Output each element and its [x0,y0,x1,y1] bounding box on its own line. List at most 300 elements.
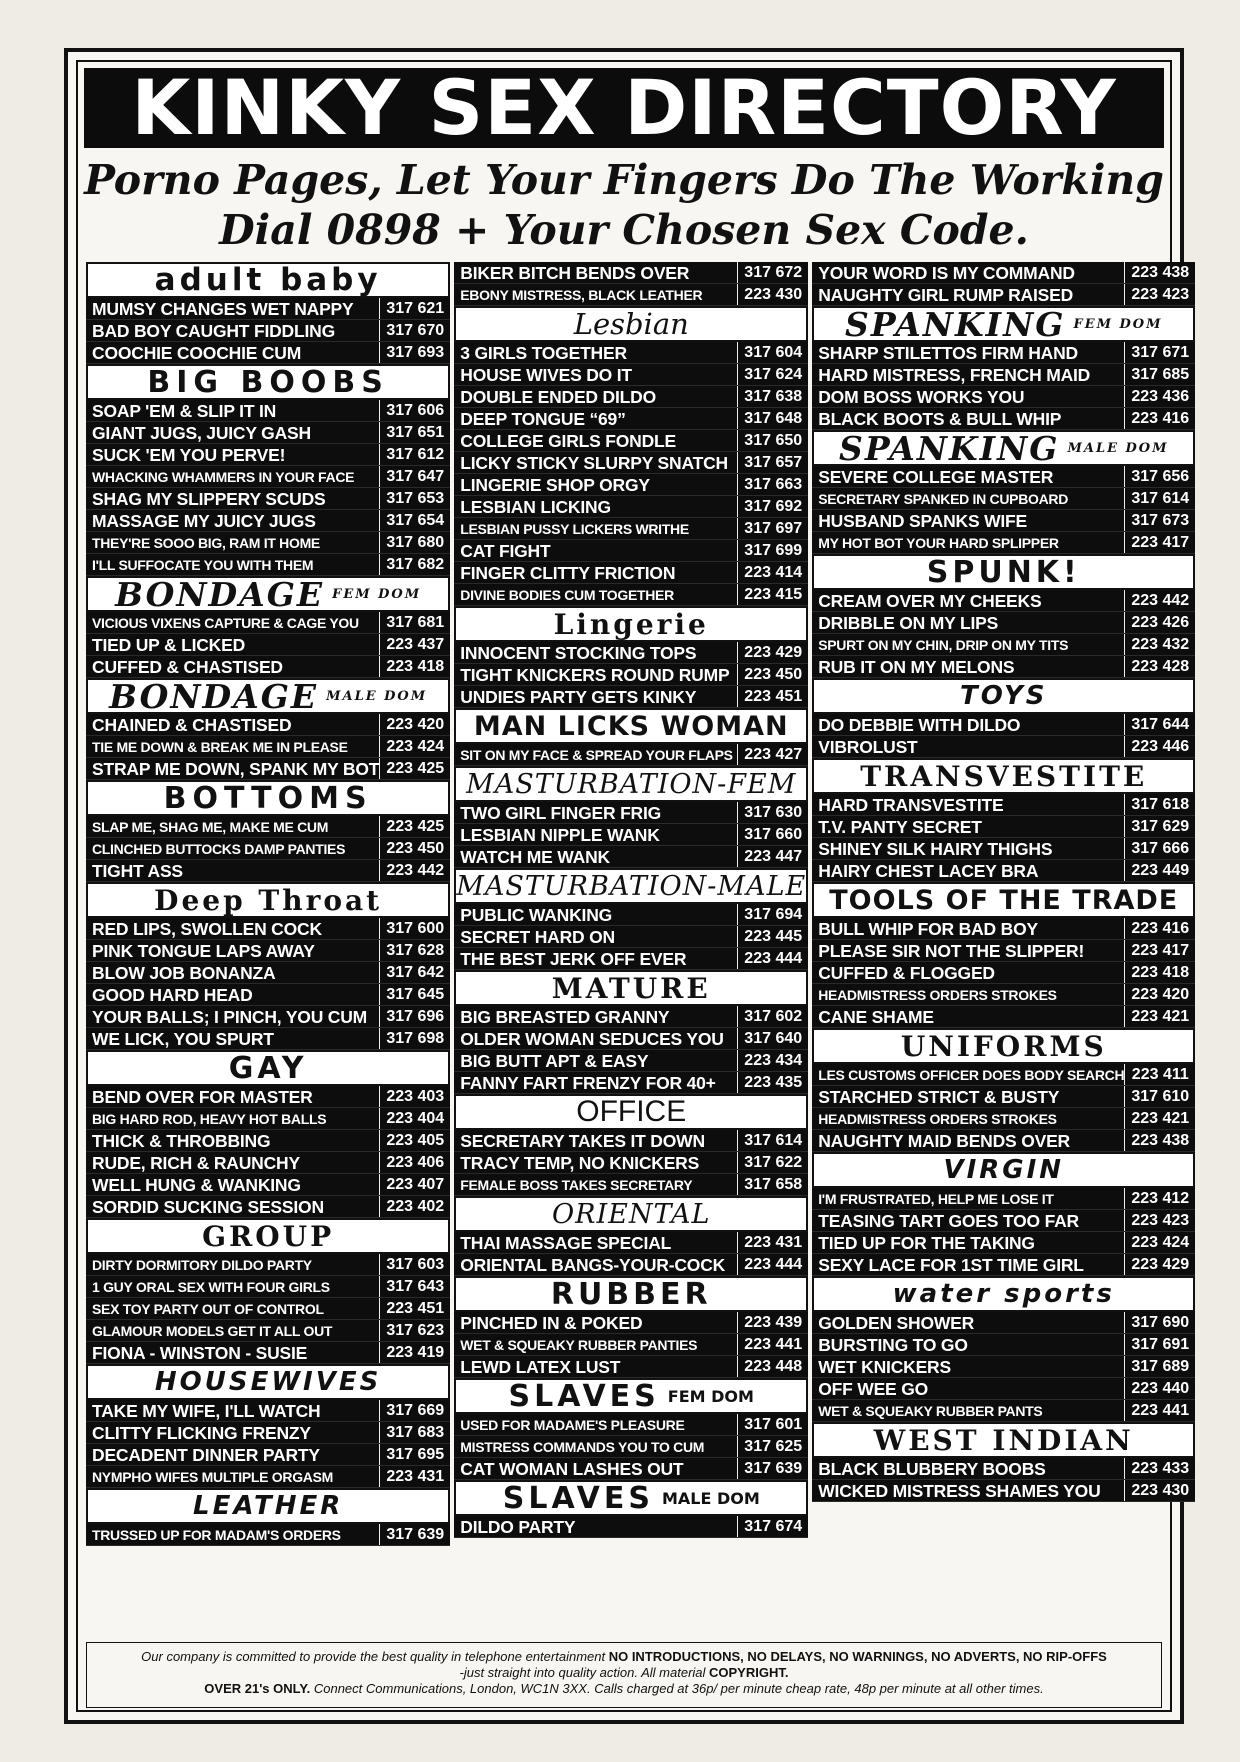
footer-text: Connect Communications, London, WC1N 3XX. Calls charged at 36p/ per minute cheap rate, 48p per minute at all other times. [310,1681,1044,1696]
section-heading [454,766,808,802]
listing-name: STARCHED STRICT & BUSTY [812,1086,1125,1107]
listing-name: DRIBBLE ON MY LIPS [812,612,1125,633]
listing-row [86,1108,450,1130]
directory-frame [64,48,1190,1724]
section-heading [86,1488,450,1524]
footer-line-3 [87,1681,1161,1697]
listing-code: 223 435 [744,1074,803,1091]
section-heading [812,1028,1195,1064]
section-heading [86,1364,450,1400]
listing-code: 223 417 [1131,942,1190,959]
listing-code: 223 451 [744,688,803,705]
listing-name: WE LICK, YOU SPURT [86,1028,380,1049]
listing-code: 317 604 [744,344,803,361]
listing-code: 317 672 [744,264,803,281]
listing-name: TRACY TEMP, NO KNICKERS [454,1152,738,1173]
listing-name: SPURT ON MY CHIN, DRIP ON MY TITS [812,634,1125,655]
listing-row [812,612,1195,634]
listing-row [86,612,450,634]
directory-column [454,262,808,1632]
listing-row [86,510,450,532]
listing-code: 223 405 [386,1132,445,1149]
listing-name: RUDE, RICH & RAUNCHY [86,1152,380,1173]
listing-code: 317 685 [1131,366,1190,383]
listing-code: 223 430 [744,286,803,303]
listing-code: 223 416 [1131,410,1190,427]
listing-name: TAKE MY WIFE, I'LL WATCH [86,1400,380,1421]
listing-row [454,562,808,584]
listing-code: 317 644 [1131,716,1190,733]
listing-code: 317 610 [1131,1088,1190,1105]
listing-name: FANNY FART FRENZY FOR 40+ [454,1072,738,1093]
listing-code: 317 699 [744,542,803,559]
listing-name: T.V. PANTY SECRET [812,816,1125,837]
listing-code: 317 638 [744,388,803,405]
listing-name: SIT ON MY FACE & SPREAD YOUR FLAPS [454,744,738,765]
listing-name: SECRETARY TAKES IT DOWN [454,1130,738,1151]
listing-name: WET & SQUEAKY RUBBER PANTS [812,1400,1125,1421]
listing-row [454,904,808,926]
section-heading [86,882,450,918]
section-heading-text: Lingerie [553,607,709,641]
listing-row [454,540,808,562]
listing-code: 223 425 [386,818,445,835]
listing-name: SHAG MY SLIPPERY SCUDS [86,488,380,509]
section-heading-text: UNIFORMS [900,1029,1107,1063]
listing-code: 317 671 [1131,344,1190,361]
section-heading [86,1218,450,1254]
listing-name: BIKER BITCH BENDS OVER [454,262,738,283]
listing-name: SUCK 'EM YOU PERVE! [86,444,380,465]
listing-name: TIGHT ASS [86,860,380,881]
section-heading-text: SPANKING [838,430,1060,466]
listing-row [86,838,450,860]
listing-row [812,984,1195,1006]
listing-name: INNOCENT STOCKING TOPS [454,642,738,663]
listing-row [86,342,450,364]
listing-row [86,1196,450,1218]
listing-code: 223 431 [386,1468,445,1485]
listing-name: CAT WOMAN LASHES OUT [454,1458,738,1479]
listing-row [86,1152,450,1174]
listing-code: 317 651 [386,424,445,441]
footer-notice [86,1642,1162,1708]
listing-row [454,1414,808,1436]
listing-row [454,518,808,540]
listing-row [454,1152,808,1174]
section-heading-text: GAY [228,1050,308,1086]
listing-name: LESBIAN PUSSY LICKERS WRITHE [454,518,738,539]
listing-row [86,962,450,984]
listing-name: THEY'RE SOOO BIG, RAM IT HOME [86,532,380,553]
listing-code: 223 449 [1131,862,1190,879]
listing-name: DIRTY DORMITORY DILDO PARTY [86,1254,380,1275]
section-heading-text: BONDAGE [115,576,325,612]
listing-row [454,1334,808,1356]
listing-row [86,400,450,422]
listing-name: GLAMOUR MODELS GET IT ALL OUT [86,1320,380,1341]
listing-name: SORDID SUCKING SESSION [86,1196,380,1217]
listing-code: 223 446 [1131,738,1190,755]
listing-code: 317 666 [1131,840,1190,857]
listing-row [86,1422,450,1444]
section-heading [86,576,450,612]
listing-code: 317 690 [1131,1314,1190,1331]
listing-name: CUFFED & FLOGGED [812,962,1125,983]
listing-name: BLACK BOOTS & BULL WHIP [812,408,1125,429]
listing-row [812,342,1195,364]
listing-code: 223 432 [1131,636,1190,653]
listing-name: GOOD HARD HEAD [86,984,380,1005]
listing-row [454,926,808,948]
listing-name: LES CUSTOMS OFFICER DOES BODY SEARCH [812,1064,1125,1085]
listing-code: 317 681 [386,614,445,631]
listing-row [86,1174,450,1196]
listing-code: 223 406 [386,1154,445,1171]
listing-code: 317 682 [386,556,445,573]
listing-row [86,1342,450,1364]
section-heading-tag: MALE DOM [1067,440,1169,456]
listing-name: TIED UP & LICKED [86,634,380,655]
listing-row [86,422,450,444]
listing-row [812,1232,1195,1254]
listing-name: HOUSE WIVES DO IT [454,364,738,385]
section-heading-text: WEST INDIAN [873,1423,1134,1457]
listing-row [812,1356,1195,1378]
listing-name: THAI MASSAGE SPECIAL [454,1232,738,1253]
listing-code: 223 439 [744,1314,803,1331]
listing-name: LESBIAN LICKING [454,496,738,517]
section-heading-tag: MALE DOM [661,1488,760,1508]
listing-code: 223 451 [386,1300,445,1317]
section-heading-text: OFFICE [576,1095,687,1128]
listing-code: 223 436 [1131,388,1190,405]
listing-name: DILDO PARTY [454,1516,738,1537]
listing-code: 223 444 [744,1256,803,1273]
listing-row [812,1086,1195,1108]
listing-row [812,1480,1195,1502]
listing-name: CAT FIGHT [454,540,738,561]
directory-column [812,262,1195,1632]
listing-row [812,1188,1195,1210]
listing-name: WHACKING WHAMMERS IN YOUR FACE [86,466,380,487]
listing-name: SLAP ME, SHAG ME, MAKE ME CUM [86,816,380,837]
listing-name: EBONY MISTRESS, BLACK LEATHER [454,284,738,305]
listing-name: THE BEST JERK OFF EVER [454,948,738,969]
section-heading-text: LEATHER [193,1491,344,1521]
listing-code: 317 628 [386,942,445,959]
footer-text: Our company is committed to provide the best quality in telephone entertainment [141,1649,609,1664]
listing-code: 317 643 [386,1278,445,1295]
listing-code: 223 444 [744,950,803,967]
listing-name: NYMPHO WIFES MULTIPLE ORGASM [86,1466,380,1487]
listing-name: VICIOUS VIXENS CAPTURE & CAGE YOU [86,612,380,633]
listing-name: OLDER WOMAN SEDUCES YOU [454,1028,738,1049]
listing-name: TIED UP FOR THE TAKING [812,1232,1125,1253]
footer-line-2 [87,1665,1161,1681]
listing-name: BLOW JOB BONANZA [86,962,380,983]
section-heading-text: Lesbian [573,307,689,341]
listing-row [86,466,450,488]
listing-row [86,1524,450,1546]
listing-name: CUFFED & CHASTISED [86,656,380,677]
listing-code: 223 430 [1131,1482,1190,1499]
listing-name: FEMALE BOSS TAKES SECRETARY [454,1174,738,1195]
section-heading [454,1094,808,1130]
section-heading-text: SLAVES [502,1480,654,1516]
section-heading [812,1276,1195,1312]
listing-name: I'M FRUSTRATED, HELP ME LOSE IT [812,1188,1125,1209]
listing-row [86,1254,450,1276]
listing-name: DEEP TONGUE “69” [454,408,738,429]
listing-row [86,1444,450,1466]
footer-emphasis: NO INTRODUCTIONS, NO DELAYS, NO WARNINGS, NO ADVERTS, NO RIP-OFFS [608,1649,1107,1664]
section-heading-tag: FEM DOM [332,586,422,602]
listing-name: DOM BOSS WORKS YOU [812,386,1125,407]
listing-code: 317 624 [744,366,803,383]
listing-code: 223 420 [1131,986,1190,1003]
listing-code: 317 625 [744,1438,803,1455]
listing-code: 317 697 [744,520,803,537]
listing-code: 317 694 [744,906,803,923]
listing-code: 223 450 [386,840,445,857]
listing-code: 317 663 [744,476,803,493]
listing-row [454,1516,808,1538]
listing-row [812,1254,1195,1276]
listing-row [454,1356,808,1378]
listing-name: NAUGHTY GIRL RUMP RAISED [812,284,1125,305]
listing-row [454,584,808,606]
listing-code: 317 680 [386,534,445,551]
listing-row [454,386,808,408]
listing-name: BAD BOY CAUGHT FIDDLING [86,320,380,341]
listing-row [812,838,1195,860]
listing-name: TRUSSED UP FOR MADAM'S ORDERS [86,1524,380,1545]
section-heading-text: TOYS [960,681,1048,711]
listing-row [86,758,450,780]
listing-code: 317 606 [386,402,445,419]
listing-code: 223 429 [1131,1256,1190,1273]
listing-code: 223 404 [386,1110,445,1127]
listing-code: 223 402 [386,1198,445,1215]
listing-code: 317 691 [1131,1336,1190,1353]
listing-row [812,590,1195,612]
listing-code: 223 434 [744,1052,803,1069]
listing-row [812,1130,1195,1152]
directory-inner-border [76,60,1190,1712]
listing-code: 223 442 [1131,592,1190,609]
section-heading [812,882,1195,918]
listing-name: BULL WHIP FOR BAD BOY [812,918,1125,939]
section-heading-text: SLAVES [508,1378,660,1414]
listing-row [86,736,450,758]
listing-code: 223 441 [1131,1402,1190,1419]
section-heading [86,678,450,714]
listing-name: PLEASE SIR NOT THE SLIPPER! [812,940,1125,961]
listing-code: 223 403 [386,1088,445,1105]
listing-code: 317 657 [744,454,803,471]
listing-code: 317 614 [744,1132,803,1149]
listing-name: SOAP 'EM & SLIP IT IN [86,400,380,421]
listing-code: 223 441 [744,1336,803,1353]
listing-code: 223 421 [1131,1110,1190,1127]
listing-row [454,948,808,970]
listing-row [812,1400,1195,1422]
listing-code: 317 689 [1131,1358,1190,1375]
listing-name: DOUBLE ENDED DILDO [454,386,738,407]
section-heading [812,678,1195,714]
listing-name: BLACK BLUBBERY BOOBS [812,1458,1125,1479]
listing-code: 223 418 [386,658,445,675]
section-heading [454,1196,808,1232]
page-title: KINKY SEX DIRECTORY [84,68,1164,148]
listing-code: 317 650 [744,432,803,449]
listing-row [812,940,1195,962]
listing-row [86,656,450,678]
section-heading-text: MATURE [551,971,711,1005]
subtitle-line-1: Porno Pages, Let Your Fingers Do The Working [84,156,1164,204]
listing-code: 223 440 [1131,1380,1190,1397]
listing-code: 317 629 [1131,818,1190,835]
listing-code: 223 415 [744,586,803,603]
section-heading [454,606,808,642]
listing-name: LESBIAN NIPPLE WANK [454,824,738,845]
listing-row [454,1232,808,1254]
listing-name: WATCH ME WANK [454,846,738,867]
listing-code: 223 437 [386,636,445,653]
section-heading [86,780,450,816]
listing-code: 223 421 [1131,1008,1190,1025]
listing-row [812,510,1195,532]
listing-name: DECADENT DINNER PARTY [86,1444,380,1465]
listing-code: 223 418 [1131,964,1190,981]
listing-code: 223 447 [744,848,803,865]
listing-row [86,1006,450,1028]
listing-row [812,918,1195,940]
listing-row [812,1006,1195,1028]
listing-code: 317 683 [386,1424,445,1441]
listing-name: PINCHED IN & POKED [454,1312,738,1333]
listing-code: 223 424 [1131,1234,1190,1251]
listing-row [454,686,808,708]
listing-row [86,1298,450,1320]
section-heading [812,1152,1195,1188]
listing-row [86,1400,450,1422]
listing-name: DO DEBBIE WITH DILDO [812,714,1125,735]
listing-row [812,1108,1195,1130]
listing-name: CANE SHAME [812,1006,1125,1027]
listing-name: CHAINED & CHASTISED [86,714,380,735]
listing-code: 317 656 [1131,468,1190,485]
listing-row [454,430,808,452]
listing-code: 223 419 [386,1344,445,1361]
listing-row [454,642,808,664]
listing-name: 1 GUY ORAL SEX WITH FOUR GIRLS [86,1276,380,1297]
listing-code: 223 448 [744,1358,803,1375]
listing-row [812,262,1195,284]
listing-name: TIGHT KNICKERS ROUND RUMP [454,664,738,685]
listing-row [86,298,450,320]
listing-name: DIVINE BODIES CUM TOGETHER [454,584,738,605]
listing-row [86,816,450,838]
listing-code: 223 411 [1131,1066,1189,1083]
listing-name: RUB IT ON MY MELONS [812,656,1125,677]
listing-row [812,1378,1195,1400]
section-heading-tag: MALE DOM [326,688,428,704]
listing-name: TIE ME DOWN & BREAK ME IN PLEASE [86,736,380,757]
listing-name: HARD MISTRESS, FRENCH MAID [812,364,1125,385]
listing-row [812,1458,1195,1480]
listing-row [454,802,808,824]
section-heading [812,430,1195,466]
listing-row [454,1458,808,1480]
section-heading-text: TOOLS OF THE TRADE [829,884,1179,916]
listing-name: CREAM OVER MY CHEEKS [812,590,1125,611]
section-heading-text: BIG BOOBS [147,364,389,400]
listing-row [812,1334,1195,1356]
section-heading-text: adult baby [154,262,382,298]
listing-code: 317 648 [744,410,803,427]
section-heading-tag: FEM DOM [1073,316,1163,332]
section-heading-text: water sports [892,1279,1115,1309]
directory-columns [86,262,1190,1632]
listing-name: I'LL SUFFOCATE YOU WITH THEM [86,554,380,575]
section-heading [454,1276,808,1312]
section-heading [812,758,1195,794]
listing-code: 223 427 [744,746,803,763]
listing-row [454,496,808,518]
footer-emphasis: OVER 21's ONLY. [204,1681,311,1696]
listing-code: 223 423 [1131,286,1190,303]
listing-name: BEND OVER FOR MASTER [86,1086,380,1107]
listing-row [812,962,1195,984]
listing-row [86,714,450,736]
section-heading-text: Deep Throat [154,883,383,917]
section-heading-tag: FEM DOM [667,1386,754,1406]
listing-row [812,1064,1195,1086]
listing-code: 223 420 [386,716,445,733]
listing-row [812,488,1195,510]
listing-code: 223 450 [744,666,803,683]
listing-row [86,940,450,962]
listing-row [454,1312,808,1334]
subtitle-line-2: Dial 0898 + Your Chosen Sex Code. [219,206,1029,254]
listing-row [454,1174,808,1196]
listing-name: MUMSY CHANGES WET NAPPY [86,298,380,319]
listing-name: CLINCHED BUTTOCKS DAMP PANTIES [86,838,380,859]
listing-row [812,284,1195,306]
section-heading [812,306,1195,342]
listing-row [454,364,808,386]
footer-emphasis: COPYRIGHT. [709,1665,789,1680]
listing-name: FIONA - WINSTON - SUSIE [86,1342,380,1363]
listing-row [86,554,450,576]
listing-code: 223 412 [1131,1190,1190,1207]
listing-name: HAIRY CHEST LACEY BRA [812,860,1125,881]
section-heading-text: GROUP [202,1219,335,1253]
listing-row [454,744,808,766]
listing-name: TEASING TART GOES TOO FAR [812,1210,1125,1231]
section-heading [812,554,1195,590]
listing-code: 317 696 [386,1008,445,1025]
listing-name: BIG HARD ROD, HEAVY HOT BALLS [86,1108,380,1129]
listing-row [812,816,1195,838]
section-heading-text: BOTTOMS [163,780,373,816]
listing-name: OFF WEE GO [812,1378,1125,1399]
section-heading [86,364,450,400]
listing-code: 317 623 [386,1322,445,1339]
listing-row [86,532,450,554]
